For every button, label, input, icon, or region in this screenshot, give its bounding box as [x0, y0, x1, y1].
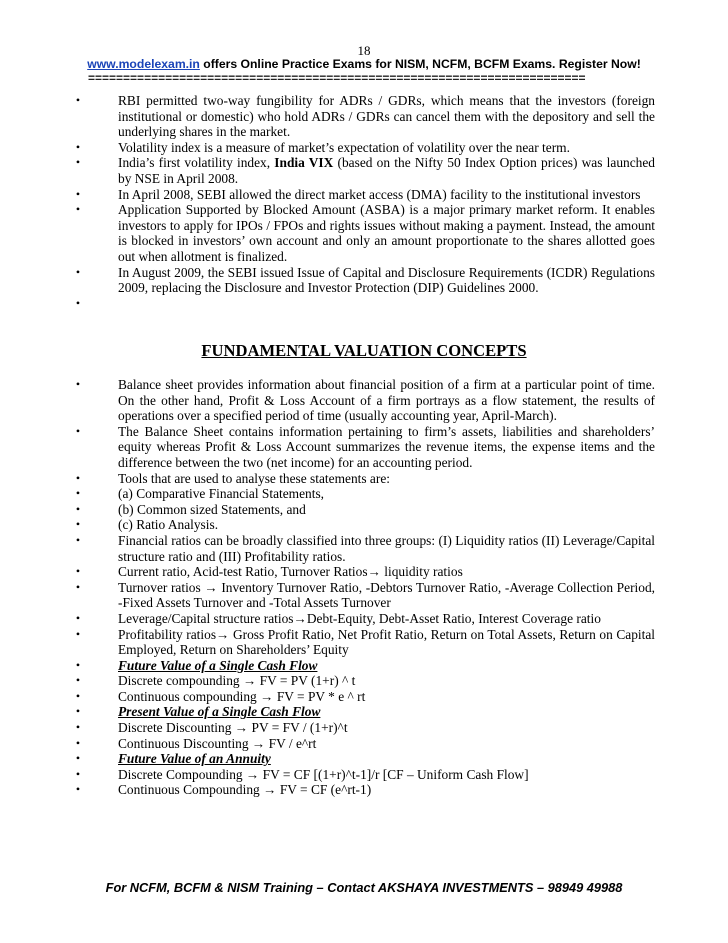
- bullet-icon: •: [75, 532, 81, 547]
- list-item-text: Financial ratios can be broadly classified into three groups: (I) Liquidity ratios (II) Leverage/Capital structure ratio and (III) Profitability ratios.: [118, 532, 655, 564]
- list-item: [73, 517, 655, 533]
- list-item: [73, 580, 655, 611]
- bullet-icon: •: [75, 295, 81, 310]
- list-item-text: Leverage/Capital structure ratios→Debt-Equity, Debt-Asset Ratio, Interest Coverage ratio: [118, 610, 601, 626]
- emphasized-term: India VIX: [274, 155, 334, 171]
- bullet-icon: •: [75, 782, 81, 797]
- list-item-text: Discrete compounding → FV = PV (1+r) ^ t: [118, 673, 356, 689]
- list-item: [73, 296, 655, 312]
- list-item: [73, 627, 655, 658]
- list-item-text: Future Value of an Annuity: [118, 751, 271, 767]
- list-item: [73, 424, 655, 471]
- list-item-text: In August 2009, the SEBI issued Issue of Capital and Disclosure Requirements (ICDR) Regulations 2009, replacing the Disclosure and Investor Protection (DIP) Guidelines 2000.: [118, 264, 655, 296]
- list-item: [73, 720, 655, 736]
- bullet-icon: •: [75, 735, 81, 750]
- list-item: [73, 736, 655, 752]
- bullet-icon: •: [75, 139, 81, 154]
- list-item: [73, 564, 655, 580]
- list-item: [73, 187, 655, 203]
- bullet-icon: •: [75, 202, 81, 217]
- list-item-text: Continuous compounding → FV = PV * e ^ rt: [118, 688, 366, 704]
- bullet-icon: •: [75, 766, 81, 781]
- list-item-text: Current ratio, Acid-test Ratio, Turnover Ratios→ liquidity ratios: [118, 564, 463, 580]
- list-item: [73, 377, 655, 424]
- site-link[interactable]: www.modelexam.in: [87, 57, 200, 71]
- bullet-icon: •: [75, 720, 81, 735]
- bullet-icon: •: [75, 626, 81, 641]
- list-item-text: (c) Ratio Analysis.: [118, 517, 219, 533]
- list-item: [73, 658, 655, 674]
- promo-text: offers Online Practice Exams for NISM, NCFM, BCFM Exams. Register Now!: [199, 57, 641, 71]
- list-item-text: Application Supported by Blocked Amount (ASBA) is a major primary market reform. It enables investors to apply for IPOs / FPOs and rights issues without making a payment. Instead, the amount is blocked in investors’ own account and only an amount proportionate to the shares allotted goes out when allotment is finalized.: [118, 202, 655, 264]
- bullet-icon: •: [75, 377, 81, 391]
- bullet-icon: •: [75, 155, 81, 170]
- list-item: [73, 486, 655, 502]
- list-item: [73, 265, 655, 296]
- separator-line: =======================================================================: [88, 71, 586, 85]
- bullet-list-top: [73, 93, 655, 311]
- list-item-text: Discrete Discounting → PV = FV / (1+r)^t: [118, 720, 348, 736]
- promo-header: [0, 57, 728, 72]
- bullet-icon: •: [75, 610, 81, 625]
- bullet-icon: •: [75, 564, 81, 579]
- list-item-text: Continuous Discounting → FV / e^rt: [118, 735, 317, 751]
- list-item-text: Tools that are used to analyse these statements are:: [118, 470, 390, 486]
- list-item: [73, 502, 655, 518]
- bullet-icon: •: [75, 470, 81, 485]
- bullet-icon: •: [75, 186, 81, 201]
- bullet-icon: •: [75, 688, 81, 703]
- list-item-text: Present Value of a Single Cash Flow: [118, 704, 321, 720]
- list-item-text: Volatility index is a measure of market’s expectation of volatility over the near term.: [118, 139, 570, 155]
- list-item-text: Balance sheet provides information about financial position of a firm at a particular point of time. On the other hand, Profit & Loss Account of a firm portrays as a flow statement, the results of operations over a specified period of time (usually accounting year, April-March).: [118, 377, 655, 424]
- bullet-list-valuation: [73, 377, 655, 798]
- list-item: [73, 140, 655, 156]
- list-item-text: Future Value of a Single Cash Flow: [118, 657, 318, 673]
- list-item-text: Discrete Compounding → FV = CF [(1+r)^t-1]/r [CF – Uniform Cash Flow]: [118, 766, 529, 782]
- list-item-text: (b) Common sized Statements, and: [118, 501, 306, 517]
- list-item: [73, 155, 655, 186]
- list-item: [73, 782, 655, 798]
- list-item: [73, 611, 655, 627]
- bullet-icon: •: [75, 501, 81, 516]
- bullet-icon: •: [75, 751, 81, 766]
- bullet-icon: •: [75, 486, 81, 501]
- list-item: [73, 704, 655, 720]
- bullet-icon: •: [75, 579, 81, 594]
- bullet-icon: •: [75, 93, 81, 107]
- list-item-text: In April 2008, SEBI allowed the direct market access (DMA) facility to the institutional investors: [118, 186, 641, 202]
- list-item-text: Turnover ratios → Inventory Turnover Ratio, -Debtors Turnover Ratio, -Average Collection Period, -Fixed Assets Turnover and -Total Assets Turnover: [118, 579, 655, 611]
- footer-contact: For NCFM, BCFM & NISM Training – Contact AKSHAYA INVESTMENTS – 98949 49988: [105, 880, 623, 895]
- bullet-icon: •: [75, 423, 81, 438]
- bullet-icon: •: [75, 517, 81, 532]
- bullet-icon: •: [75, 704, 81, 719]
- list-item: [73, 93, 655, 140]
- list-item-text: Profitability ratios→ Gross Profit Ratio, Net Profit Ratio, Return on Total Assets, Return on Capital Employed, Return on Shareholders’ Equity: [118, 626, 655, 658]
- list-item-text: India’s first volatility index, India VIX (based on the Nifty 50 Index Option prices) was launched by NSE in April 2008.: [118, 155, 655, 186]
- list-item: [73, 751, 655, 767]
- bullet-icon: •: [75, 673, 81, 688]
- list-item-text: RBI permitted two-way fungibility for ADRs / GDRs, which means that the investors (foreign institutional or domestic) who hold ADRs / GDRs can cancel them with the depository and sell the underlying shares in the market.: [118, 93, 655, 140]
- bullet-icon: •: [75, 264, 81, 279]
- list-item-text: (a) Comparative Financial Statements,: [118, 486, 325, 502]
- bullet-icon: •: [75, 657, 81, 672]
- page-number: 18: [357, 43, 371, 58]
- list-item: [73, 471, 655, 487]
- list-item-text: Continuous Compounding → FV = CF (e^rt-1): [118, 782, 372, 798]
- list-item-text: The Balance Sheet contains information pertaining to firm’s assets, liabilities and shareholders’ equity whereas Profit & Loss Account summarizes the revenue items, the expense items and the difference between the two (net income) for an accounting period.: [118, 423, 655, 470]
- list-item: [73, 202, 655, 264]
- section-heading: FUNDAMENTAL VALUATION CONCEPTS: [201, 341, 527, 360]
- list-item: [73, 673, 655, 689]
- list-item-text: [118, 296, 655, 312]
- list-item: [73, 767, 655, 783]
- list-item: [73, 533, 655, 564]
- list-item: [73, 689, 655, 705]
